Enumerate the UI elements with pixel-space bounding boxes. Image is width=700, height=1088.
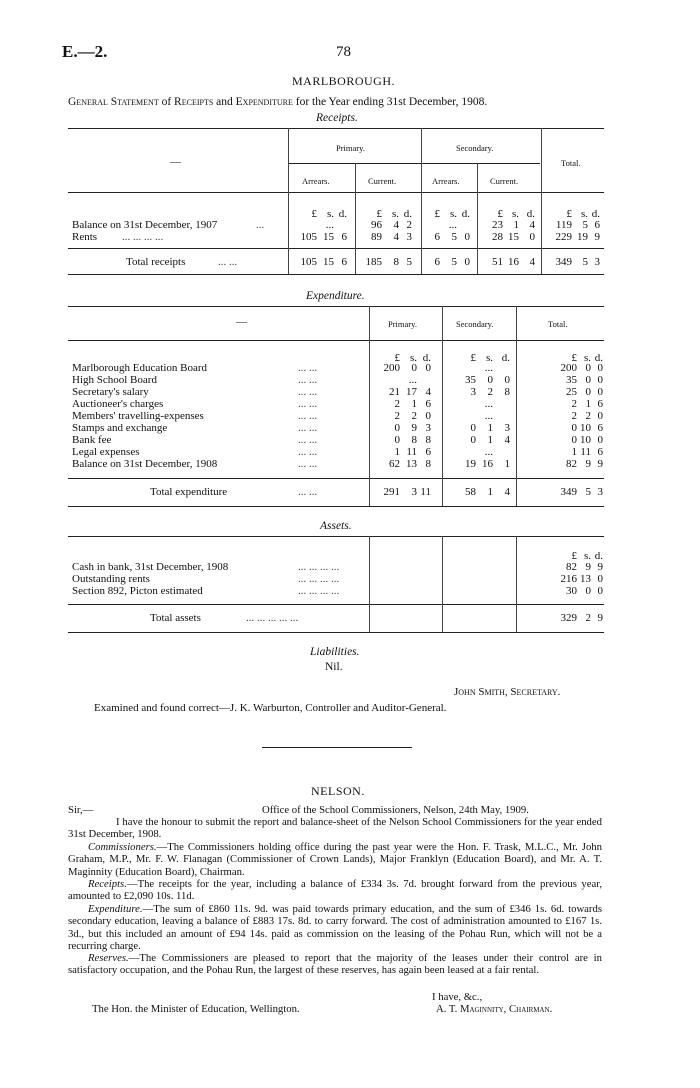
paragraph-reserves <box>68 952 602 977</box>
row-label: Auctioneer's charges <box>72 398 164 410</box>
row-label: Legal expenses <box>72 446 140 458</box>
amount-cell: 13 <box>406 458 417 470</box>
amount-cell: 21 <box>389 386 400 398</box>
amount-cell: 0 <box>585 585 591 597</box>
rule <box>369 536 370 632</box>
amount-cell: 3 <box>597 486 603 498</box>
paragraph-commissioners <box>68 841 602 878</box>
paragraph-body: —The sum of £860 11s. 9d. was paid towards primary education, and the sum of £346 1s. 6d. towards secondary education, leaving a balance of £883 17s. 8d. to carry forward. The cost of administration amounted to £167 1s. 3d., but this included an amount of £94 14s. paid as commission on the leasing of the Pohau Run, which will not be a recurring charge. <box>68 903 602 952</box>
rule <box>68 604 604 605</box>
amount-cell: ... <box>484 362 493 374</box>
amount-cell: 0 <box>464 231 470 243</box>
total-label: Total receipts <box>126 256 186 268</box>
statement-title-part: Expenditure <box>235 96 293 108</box>
rule <box>442 536 443 632</box>
row-label: Members' travelling-expenses <box>72 410 204 422</box>
auditor-note: Examined and found correct—J. K. Warburton, Controller and Auditor-General. <box>94 702 447 714</box>
header-primary: Primary. <box>388 319 417 329</box>
amount-cell: 9 <box>411 422 417 434</box>
amount-cell: 15 <box>323 231 334 243</box>
amount-cell: 8 <box>425 458 431 470</box>
lsd-header: s. <box>391 208 399 220</box>
lsd-header: s. <box>485 352 493 364</box>
leader-dots: ... ... ... ... <box>298 585 340 597</box>
leader-dots: ... ... ... ... <box>122 231 164 243</box>
lsd-header: d. <box>526 208 535 220</box>
amount-cell: 5 <box>451 231 457 243</box>
amount-cell: 0 <box>394 422 400 434</box>
statement-title-part: for the Year ending 31st December, 1908. <box>292 96 488 108</box>
section-separator <box>262 747 412 748</box>
lsd-header: d. <box>591 208 600 220</box>
row-label: Balance on 31st December, 1907 <box>72 219 218 231</box>
leader-dots: ... ... <box>298 398 318 410</box>
rule <box>68 248 604 249</box>
row-label: Stamps and exchange <box>72 422 168 434</box>
amount-cell: 5 <box>582 219 588 231</box>
lsd-header: £ <box>497 208 503 220</box>
amount-cell: 0 <box>529 231 535 243</box>
amount-cell: 2 <box>394 398 400 410</box>
paragraph-head: Expenditure. <box>88 903 143 915</box>
amount-cell: 0 <box>394 434 400 446</box>
leader-dots: ... ... <box>298 446 318 458</box>
amount-cell: 185 <box>365 256 382 268</box>
amount-cell: 0 <box>470 422 476 434</box>
amount-cell: 25 <box>566 386 577 398</box>
amount-cell: 0 <box>597 410 603 422</box>
leader-dots: ... ... <box>298 374 318 386</box>
lsd-header: £ <box>394 352 400 364</box>
expenditure-heading: Expenditure. <box>306 290 365 302</box>
amount-cell: 89 <box>371 231 382 243</box>
amount-cell: 6 <box>434 256 440 268</box>
amount-cell: 6 <box>425 398 431 410</box>
total-label: Total expenditure <box>150 486 228 498</box>
lsd-header: s. <box>409 352 417 364</box>
amount-cell: 19 <box>577 231 588 243</box>
amount-cell: 6 <box>341 231 347 243</box>
amount-cell: 0 <box>597 573 603 585</box>
header-secondary: Secondary. <box>456 143 494 153</box>
leader-dots: ... ... ... ... ... <box>246 612 299 624</box>
receipts-heading: Receipts. <box>316 112 358 124</box>
column-dash: — <box>236 316 247 328</box>
lsd-header: d. <box>461 208 470 220</box>
rule <box>288 128 289 274</box>
amount-cell: 5 <box>582 256 588 268</box>
chairman-signature: A. T. Maginnity, Chairman. <box>436 1003 553 1015</box>
amount-cell: 216 <box>560 573 577 585</box>
amount-cell: 0 <box>597 434 603 446</box>
amount-cell: 11 <box>406 446 417 458</box>
leader-dots: ... ... <box>218 256 238 268</box>
amount-cell: 1 <box>571 446 577 458</box>
amount-cell: 6 <box>597 398 603 410</box>
rule <box>516 306 517 506</box>
leader-dots: ... ... <box>298 422 318 434</box>
amount-cell: 3 <box>411 486 417 498</box>
row-label: Marlborough Education Board <box>72 362 208 374</box>
amount-cell: ... <box>484 446 493 458</box>
amount-cell: 11 <box>420 486 431 498</box>
lsd-header: £ <box>470 352 476 364</box>
amount-cell: 229 <box>555 231 572 243</box>
section-title-nelson: NELSON. <box>311 784 365 798</box>
leader-dots: ... ... <box>298 486 318 498</box>
amount-cell: 291 <box>383 486 400 498</box>
amount-cell: 28 <box>492 231 503 243</box>
amount-cell: 3 <box>406 231 412 243</box>
amount-cell: 2 <box>406 219 412 231</box>
amount-cell: 10 <box>580 422 591 434</box>
rule <box>421 128 422 274</box>
row-label: Cash in bank, 31st December, 1908 <box>72 561 229 573</box>
amount-cell: 35 <box>465 374 476 386</box>
amount-cell: 200 <box>383 362 400 374</box>
rule <box>442 306 443 506</box>
amount-cell: 2 <box>571 410 577 422</box>
statement-title-part: and <box>213 96 236 108</box>
salutation: Sir,— <box>68 804 94 816</box>
amount-cell: 2 <box>411 410 417 422</box>
paragraph-body: —The Commissioners are pleased to report that the majority of the leases under their control are in satisfactory occupation, and the Pohau Run, the largest of these reserves, has again been leased at a fair rental. <box>68 952 602 977</box>
amount-cell: 6 <box>434 231 440 243</box>
amount-cell: 19 <box>465 458 476 470</box>
header-current: Current. <box>368 176 397 186</box>
amount-cell: 10 <box>580 434 591 446</box>
rule <box>68 128 604 129</box>
amount-cell: 0 <box>487 374 493 386</box>
paragraph-head: Reserves. <box>88 952 129 964</box>
lsd-header: £ <box>311 208 317 220</box>
amount-cell: 0 <box>425 410 431 422</box>
amount-cell: 62 <box>389 458 400 470</box>
amount-cell: 9 <box>597 458 603 470</box>
amount-cell: 329 <box>560 612 577 624</box>
amount-cell: 16 <box>508 256 519 268</box>
lsd-header: d. <box>403 208 412 220</box>
amount-cell: 35 <box>566 374 577 386</box>
amount-cell: 2 <box>585 410 591 422</box>
leader-dots: ... ... ... ... <box>298 573 340 585</box>
total-label: Total assets <box>150 612 201 624</box>
amount-cell: 0 <box>585 386 591 398</box>
amount-cell: 58 <box>465 486 476 498</box>
lsd-header: £ <box>376 208 382 220</box>
amount-cell: 349 <box>560 486 577 498</box>
lsd-header: d. <box>594 352 603 364</box>
lsd-header: s. <box>511 208 519 220</box>
amount-cell: 96 <box>371 219 382 231</box>
rule <box>516 536 517 632</box>
amount-cell: 1 <box>487 486 493 498</box>
amount-cell: 30 <box>566 585 577 597</box>
amount-cell: 1 <box>513 219 519 231</box>
amount-cell: 0 <box>597 585 603 597</box>
lsd-header: s. <box>449 208 457 220</box>
amount-cell: 105 <box>300 231 317 243</box>
amount-cell: 1 <box>487 422 493 434</box>
paragraph-body: —The receipts for the year, including a balance of £334 3s. 7d. brought forward from the previous year, amounted to £2,090 10s. 11d. <box>68 878 602 903</box>
amount-cell: 9 <box>597 561 603 573</box>
leader-dots: ... ... <box>298 386 318 398</box>
amount-cell: 349 <box>555 256 572 268</box>
leader-dots: ... ... <box>298 362 318 374</box>
paragraph-expenditure <box>68 903 602 952</box>
amount-cell: 0 <box>470 434 476 446</box>
leader-dots: ... ... ... ... <box>298 561 340 573</box>
lsd-header: s. <box>583 550 591 562</box>
liabilities-heading: Liabilities. <box>310 646 360 658</box>
amount-cell: 82 <box>566 458 577 470</box>
page-number: 78 <box>336 44 351 60</box>
header-total: Total. <box>548 319 568 329</box>
amount-cell: 4 <box>504 486 510 498</box>
rule <box>288 163 540 164</box>
amount-cell: 6 <box>597 422 603 434</box>
lsd-header: £ <box>566 208 572 220</box>
liabilities-value: Nil. <box>325 661 343 673</box>
rule <box>68 192 604 193</box>
paragraph-receipts <box>68 878 602 903</box>
amount-cell: 16 <box>482 458 493 470</box>
lsd-header: s. <box>583 352 591 364</box>
lsd-header: £ <box>434 208 440 220</box>
amount-cell: 119 <box>555 219 572 231</box>
amount-cell: 9 <box>594 231 600 243</box>
lsd-header: d. <box>338 208 347 220</box>
lsd-header: d. <box>501 352 510 364</box>
amount-cell: 0 <box>585 374 591 386</box>
amount-cell: 5 <box>585 486 591 498</box>
row-label: High School Board <box>72 374 157 386</box>
leader-dots: ... ... <box>298 458 318 470</box>
amount-cell: 8 <box>425 434 431 446</box>
amount-cell: ... <box>484 398 493 410</box>
row-label: Bank fee <box>72 434 112 446</box>
amount-cell: 1 <box>394 446 400 458</box>
amount-cell: 2 <box>571 398 577 410</box>
amount-cell: 0 <box>464 256 470 268</box>
amount-cell: 11 <box>580 446 591 458</box>
row-label: Secretary's salary <box>72 386 149 398</box>
rule <box>68 632 604 633</box>
amount-cell: 0 <box>411 362 417 374</box>
amount-cell: 3 <box>425 422 431 434</box>
amount-cell: 82 <box>566 561 577 573</box>
amount-cell: 0 <box>504 374 510 386</box>
amount-cell: 13 <box>580 573 591 585</box>
amount-cell: 8 <box>411 434 417 446</box>
amount-cell: 0 <box>597 374 603 386</box>
secretary-signature: John Smith, Secretary. <box>454 686 561 698</box>
amount-cell: 2 <box>585 612 591 624</box>
amount-cell: ... <box>325 219 334 231</box>
paragraph-body: —The Commissioners holding office during the past year were the Hon. F. Trask, M.L.C., Mr. John Graham, M.P., Mr. F. W. Flanagan (Commissioner of Crown Lands), Major Franklyn (Education Board), and Mr. A. T. Maginnity (Education Board), Chairman. <box>68 841 602 878</box>
rule <box>68 306 604 307</box>
amount-cell: 9 <box>597 612 603 624</box>
rule <box>68 536 604 537</box>
amount-cell: 2 <box>487 386 493 398</box>
office-line: Office of the School Commissioners, Nelson, 24th May, 1909. <box>262 804 529 816</box>
amount-cell: ... <box>408 374 417 386</box>
paragraph-intro: I have the honour to submit the report and balance-sheet of the Nelson School Commissioners for the year ended 31st December, 1908. <box>68 816 602 841</box>
lsd-header: £ <box>571 550 577 562</box>
lsd-header: d. <box>594 550 603 562</box>
leader-dots: ... ... <box>298 434 318 446</box>
header-secondary: Secondary. <box>456 319 494 329</box>
row-label: Rents <box>72 231 98 243</box>
amount-cell: 4 <box>504 434 510 446</box>
rule <box>68 340 604 341</box>
rule <box>68 478 604 479</box>
amount-cell: 0 <box>597 386 603 398</box>
amount-cell: 23 <box>492 219 503 231</box>
amount-cell: 3 <box>594 256 600 268</box>
lsd-header: £ <box>571 352 577 364</box>
page-reference: E.—2. <box>62 42 108 61</box>
column-dash: — <box>170 156 181 168</box>
amount-cell: 6 <box>597 446 603 458</box>
addressee: The Hon. the Minister of Education, Wellington. <box>92 1003 300 1015</box>
amount-cell: 0 <box>585 362 591 374</box>
lsd-header: d. <box>422 352 431 364</box>
amount-cell: 9 <box>585 458 591 470</box>
amount-cell: 6 <box>425 446 431 458</box>
paragraph-head: Receipts. <box>88 878 127 890</box>
amount-cell: 1 <box>504 458 510 470</box>
statement-title <box>68 96 487 108</box>
amount-cell: 3 <box>470 386 476 398</box>
amount-cell: 6 <box>594 219 600 231</box>
lsd-header: s. <box>326 208 334 220</box>
amount-cell: 6 <box>341 256 347 268</box>
amount-cell: 9 <box>585 561 591 573</box>
amount-cell: 8 <box>504 386 510 398</box>
rule <box>68 506 604 507</box>
amount-cell: 1 <box>487 434 493 446</box>
row-label: Balance on 31st December, 1908 <box>72 458 218 470</box>
amount-cell: 0 <box>425 362 431 374</box>
leader-dots: ... ... <box>298 410 318 422</box>
amount-cell: 1 <box>411 398 417 410</box>
header-primary: Primary. <box>336 143 365 153</box>
amount-cell: 3 <box>504 422 510 434</box>
amount-cell: ... <box>484 410 493 422</box>
leader-dots: ... <box>256 219 265 231</box>
amount-cell: 5 <box>451 256 457 268</box>
assets-heading: Assets. <box>320 520 352 532</box>
amount-cell: 4 <box>393 231 399 243</box>
amount-cell: 8 <box>393 256 399 268</box>
row-label: Outstanding rents <box>72 573 150 585</box>
statement-title-part: General Statement <box>68 96 159 108</box>
amount-cell: 0 <box>597 362 603 374</box>
lsd-header: s. <box>580 208 588 220</box>
amount-cell: 15 <box>508 231 519 243</box>
amount-cell: 5 <box>406 256 412 268</box>
amount-cell: 15 <box>323 256 334 268</box>
amount-cell: 2 <box>394 410 400 422</box>
row-label: Section 892, Picton estimated <box>72 585 203 597</box>
header-arrears: Arrears. <box>302 176 330 186</box>
paragraph-head: Commissioners. <box>88 841 157 853</box>
amount-cell: 0 <box>571 422 577 434</box>
amount-cell: 4 <box>529 256 535 268</box>
amount-cell: 4 <box>425 386 431 398</box>
rule <box>541 128 542 274</box>
rule <box>68 274 604 275</box>
amount-cell: 0 <box>571 434 577 446</box>
header-total: Total. <box>561 158 581 168</box>
section-title-marlborough: MARLBOROUGH. <box>292 74 396 88</box>
statement-title-part: of <box>158 96 175 108</box>
header-arrears: Arrears. <box>432 176 460 186</box>
amount-cell: 105 <box>300 256 317 268</box>
amount-cell: ... <box>448 219 457 231</box>
amount-cell: 17 <box>406 386 417 398</box>
amount-cell: 51 <box>492 256 503 268</box>
statement-title-part: Receipts <box>174 96 214 108</box>
header-current: Current. <box>490 176 519 186</box>
closing: I have, &c., <box>432 991 483 1003</box>
amount-cell: 4 <box>529 219 535 231</box>
amount-cell: 4 <box>393 219 399 231</box>
amount-cell: 1 <box>585 398 591 410</box>
amount-cell: 200 <box>560 362 577 374</box>
